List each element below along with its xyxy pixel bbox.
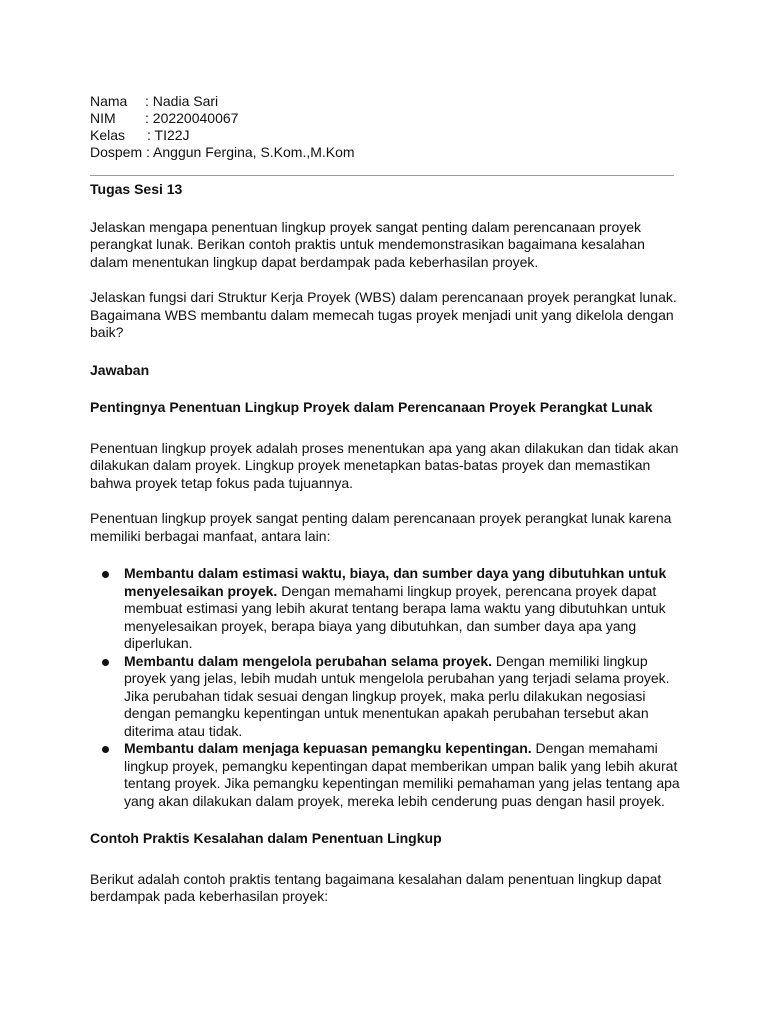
info-separator: : [145, 93, 153, 109]
answer-title: Jawaban [90, 361, 150, 378]
bullet-icon [102, 659, 109, 666]
bullet-icon [102, 571, 109, 578]
info-row-kelas [90, 127, 355, 144]
info-separator: : [142, 144, 154, 160]
task-title: Tugas Sesi 13 [90, 181, 183, 197]
info-label: NIM [90, 110, 116, 126]
list-item [90, 740, 680, 810]
section-1-heading: Pentingnya Penentuan Lingkup Proyek dalam Perencanaan Proyek Perangkat Lunak [90, 399, 653, 415]
info-value: Anggun Fergina, S.Kom.,M.Kom [153, 144, 355, 160]
answer-paragraph-1: Penentuan lingkup proyek adalah proses menentukan apa yang akan dilakukan dan tidak akan dilakukan dalam proyek. Lingkup proyek menetapkan batas-batas proyek dan memastikan bahwa proyek tetap fokus pada tujuannya. [90, 439, 679, 491]
benefit-bold: Membantu dalam menjaga kepuasan pemangku kepentingan. [124, 740, 532, 756]
benefit-text: Dengan memahami lingkup proyek, perencana proyek dapat membuat estimasi yang lebih akurat tentang berapa lama waktu yang dibutuhkan untuk menyelesaikan proyek, berapa biaya yang dibutuhkan, dan sumber daya apa yang diperlukan. [124, 582, 666, 651]
benefit-bold: Membantu dalam estimasi waktu, biaya, dan sumber daya yang dibutuhkan untuk menyelesaikan proyek. [124, 565, 667, 599]
info-row-nama [90, 93, 355, 110]
info-row-dospem [90, 144, 355, 161]
student-info-block [90, 93, 355, 161]
info-row-nim [90, 110, 355, 127]
info-value: 20220040067 [152, 110, 239, 126]
info-value: Nadia Sari [152, 93, 219, 109]
answer-paragraph-2: Penentuan lingkup proyek sangat penting dalam perencanaan proyek perangkat lunak karena memiliki berbagai manfaat, antara lain: [90, 510, 672, 544]
question-1: Jelaskan mengapa penentuan lingkup proyek sangat penting dalam perencanaan proyek perangkat lunak. Berikan contoh praktis untuk mendemonstrasikan bagaimana kesalahan dalam menentukan lingkup dapat berdampak pada keberhasilan proyek. [90, 218, 645, 270]
benefit-text: Dengan memahami lingkup proyek, pemangku kepentingan dapat memberikan umpan balik yang lebih akurat tentang proyek. Jika pemangku kepentingan memiliki pemahaman yang jelas tentang apa yang akan dilakukan dalam proyek, mereka lebih cenderung puas dengan hasil proyek. [124, 740, 680, 809]
list-item [90, 653, 680, 741]
question-2: Jelaskan fungsi dari Struktur Kerja Proyek (WBS) dalam perencanaan proyek perangkat lunak. Bagaimana WBS membantu dalam memecah tugas proyek menjadi unit yang dikelola dengan baik? [90, 289, 677, 340]
benefit-text: Dengan memiliki lingkup proyek yang jelas, lebih mudah untuk mengelola perubahan yang terjadi selama proyek. Jika perubahan tidak sesuai dengan lingkup proyek, maka perlu dilakukan negosiasi dengan pemangku kepentingan untuk menentukan apakah perubahan tersebut akan diterima atau tidak. [124, 652, 670, 739]
info-separator: : [145, 110, 153, 126]
benefits-list [90, 565, 680, 810]
info-label: Nama [90, 93, 128, 109]
answer-paragraph-3: Berikut adalah contoh praktis tentang bagaimana kesalahan dalam penentuan lingkup dapat berdampak pada keberhasilan proyek: [90, 870, 662, 904]
info-value: TI22J [154, 127, 190, 143]
document-body [90, 181, 680, 906]
horizontal-divider [90, 175, 674, 176]
list-item [90, 565, 680, 653]
info-separator: : [147, 127, 155, 143]
bullet-icon [102, 746, 109, 753]
section-2-heading: Contoh Praktis Kesalahan dalam Penentuan Lingkup [90, 830, 442, 846]
info-label: Kelas [90, 127, 126, 143]
benefit-bold: Membantu dalam mengelola perubahan selama proyek. [124, 652, 492, 669]
info-label: Dospem [90, 144, 143, 160]
